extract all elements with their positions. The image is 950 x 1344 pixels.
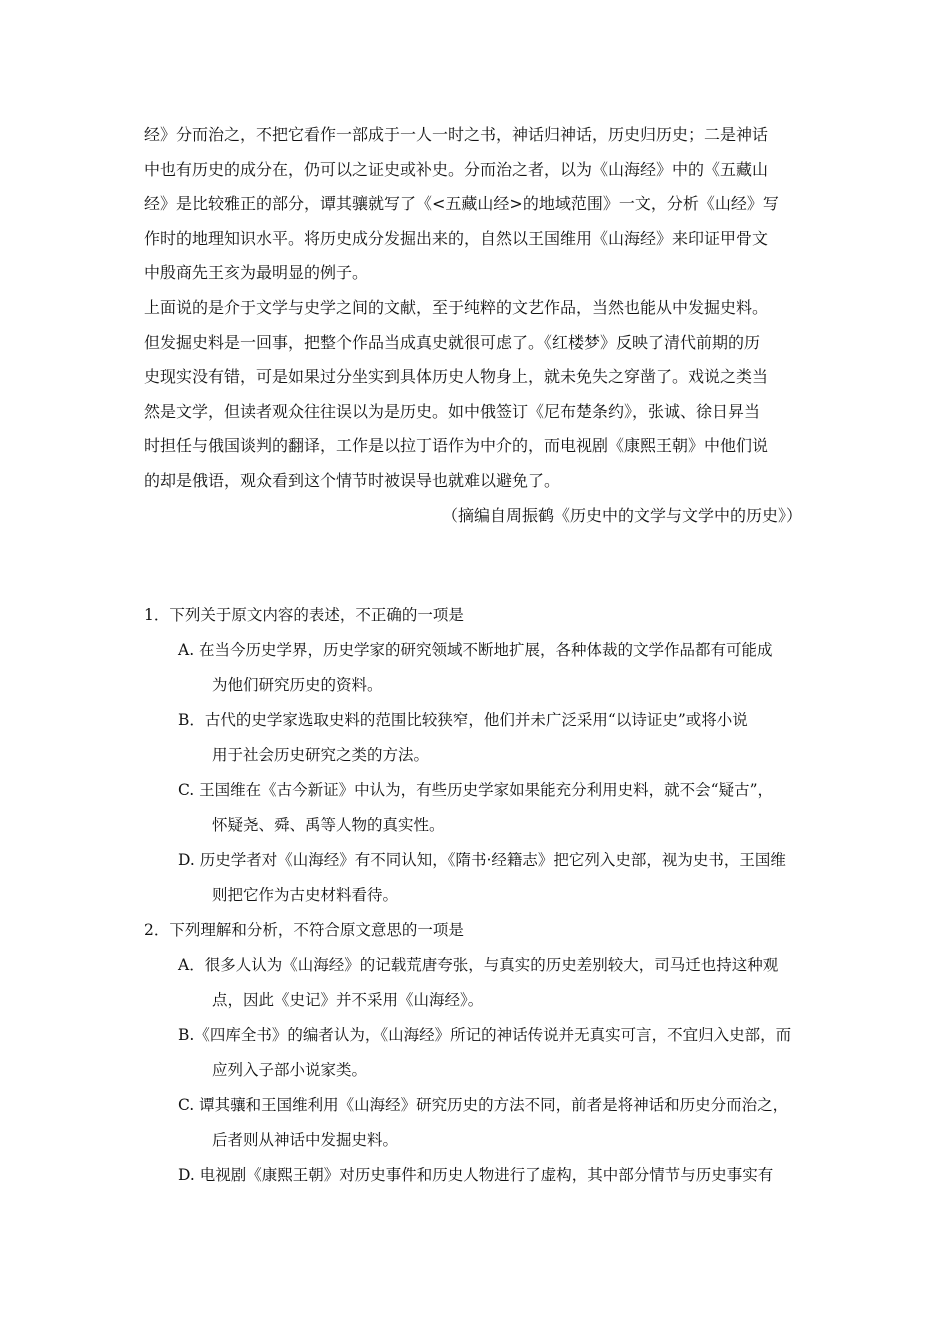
option-text-cont: 点，因此《史记》并不采用《山海经》。 bbox=[212, 991, 484, 1009]
passage-line: 经》是比较雅正的部分，谭其骧就写了《<五藏山经>的地域范围》一文，分析《山经》写 bbox=[144, 194, 779, 214]
passage-line: 中也有历史的成分在，仍可以之证史或补史。分而治之者，以为《山海经》中的《五藏山 bbox=[144, 159, 769, 179]
passage-line: 的却是俄语，观众看到这个情节时被误导也就难以避免了。 bbox=[144, 470, 561, 490]
option-text-cont: 为他们研究历史的资料。 bbox=[212, 676, 383, 694]
option-a bbox=[178, 948, 816, 1018]
option-text-cont: 应列入子部小说家类。 bbox=[212, 1061, 368, 1079]
option-text: C. 谭其骧和王国维利用《山海经》研究历史的方法不同，前者是将神话和历史分而治之， bbox=[178, 1096, 789, 1114]
reading-passage bbox=[144, 118, 812, 533]
option-b bbox=[178, 1018, 816, 1088]
question-list bbox=[144, 598, 816, 1193]
option-text: A．很多人认为《山海经》的记载荒唐夸张，与真实的历史差别较大，司马迁也持这种观 bbox=[178, 956, 779, 974]
passage-line: 史现实没有错，可是如果过分坐实到具体历史人物身上，就未免失之穿凿了。戏说之类当 bbox=[144, 367, 769, 387]
option-text-cont: 后者则从神话中发掘史料。 bbox=[212, 1131, 399, 1149]
question-stem: 2．下列理解和分析，不符合原文意思的一项是 bbox=[144, 921, 464, 939]
option-text: B.《四库全书》的编者认为，《山海经》所记的神话传说并无真实可言，不宜归入史部，而 bbox=[178, 1026, 792, 1044]
passage-line: 但发掘史料是一回事，把整个作品当成真史就很可虑了。《红楼梦》反映了清代前期的历 bbox=[144, 332, 761, 352]
option-d bbox=[178, 1158, 816, 1193]
option-c bbox=[178, 1088, 816, 1158]
option-text: D. 历史学者对《山海经》有不同认知，《隋书·经籍志》把它列入史部，视为史书，王国维 bbox=[178, 851, 786, 869]
question-stem: 1．下列关于原文内容的表述，不正确的一项是 bbox=[144, 606, 464, 624]
option-text: C. 王国维在《古今新证》中认为，有些历史学家如果能充分利用史料，就不会“疑古”， bbox=[178, 781, 774, 799]
option-text: B．古代的史学家选取史料的范围比较狭窄，他们并未广泛采用“以诗证史”或将小说 bbox=[178, 711, 748, 729]
option-text: A. 在当今历史学界，历史学家的研究领域不断地扩展，各种体裁的文学作品都有可能成 bbox=[178, 641, 773, 659]
option-b bbox=[178, 703, 816, 773]
passage-line: 上面说的是介于文学与史学之间的文献，至于纯粹的文艺作品，当然也能从中发掘史料。 bbox=[144, 297, 769, 317]
passage-line: 中殷商先王亥为最明显的例子。 bbox=[144, 263, 369, 283]
option-c bbox=[178, 773, 816, 843]
passage-line: 时担任与俄国谈判的翻译，工作是以拉丁语作为中介的，而电视剧《康熙王朝》中他们说 bbox=[144, 436, 769, 456]
passage-line: 经》分而治之，不把它看作一部成于一人一时之书，神话归神话，历史归历史；二是神话 bbox=[144, 125, 769, 144]
option-text-cont: 则把它作为古史材料看待。 bbox=[212, 886, 399, 904]
option-text-cont: 怀疑尧、舜、禹等人物的真实性。 bbox=[212, 816, 445, 834]
passage-line: 作时的地理知识水平。将历史成分发掘出来的，自然以王国维用《山海经》来印证甲骨文 bbox=[144, 228, 769, 248]
option-d bbox=[178, 843, 816, 913]
option-text: D. 电视剧《康熙王朝》对历史事件和历史人物进行了虚构，其中部分情节与历史事实有 bbox=[178, 1166, 774, 1184]
option-a bbox=[178, 633, 816, 703]
passage-source: （摘编自周振鹤《历史中的文学与文学中的历史》） bbox=[441, 505, 802, 525]
passage-line: 然是文学，但读者观众往往误以为是历史。如中俄签订《尼布楚条约》，张诚、徐日昇当 bbox=[144, 401, 761, 421]
option-text-cont: 用于社会历史研究之类的方法。 bbox=[212, 746, 430, 764]
